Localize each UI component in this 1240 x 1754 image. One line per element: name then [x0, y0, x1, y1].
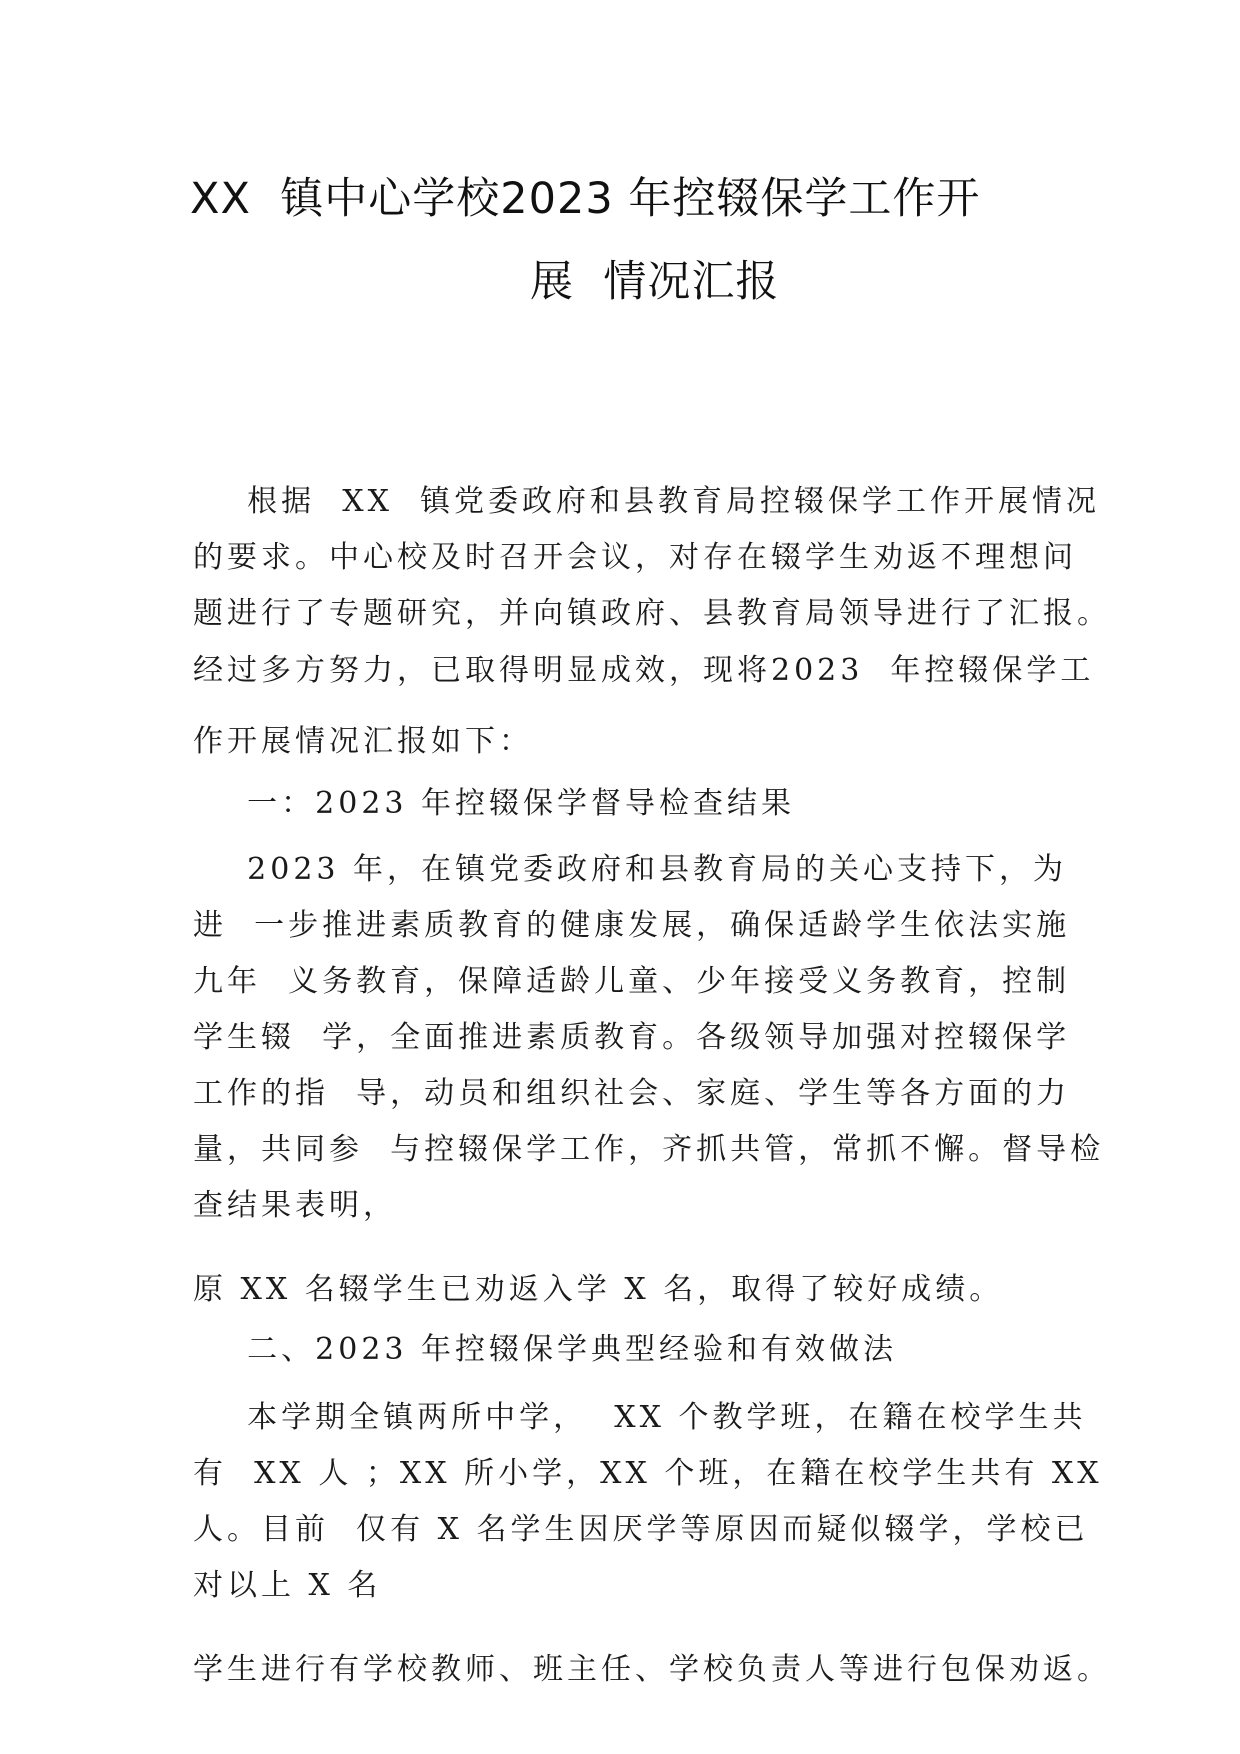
body-line-8: 进 一步推进素质教育的健康发展，确保适龄学生依法实施 [193, 908, 1071, 943]
body-line-14: 原 XX 名辍学生已劝返入学 X 名，取得了较好成绩。 [193, 1272, 1004, 1307]
body-line-18: 人。目前 仅有 X 名学生因厌学等原因而疑似辍学，学校已 [193, 1512, 1089, 1547]
title-line-2: 展 情况汇报 [530, 257, 780, 307]
body-line-4: 经过多方努力，已取得明显成效，现将2023 年控辍保学工 [193, 653, 1095, 688]
body-line-7: 2023 年，在镇党委政府和县教育局的关心支持下，为 [193, 852, 1068, 887]
body-line-9: 九年 义务教育，保障适龄儿童、少年接受义务教育，控制 [193, 964, 1071, 999]
body-line-11: 工作的指 导，动员和组织社会、家庭、学生等各方面的力 [193, 1076, 1071, 1111]
body-line-3: 题进行了专题研究，并向镇政府、县教育局领导进行了汇报。 [193, 596, 1111, 631]
body-line-20: 学生进行有学校教师、班主任、学校负责人等进行包保劝返。 [193, 1652, 1111, 1687]
title-line-1: XX 镇中心学校2023 年控辍保学工作开 [190, 174, 981, 224]
heading-two: 二、2023 年控辍保学典型经验和有效做法 [193, 1332, 898, 1367]
body-line-19: 对以上 X 名 [193, 1568, 382, 1603]
body-line-5: 作开展情况汇报如下： [193, 724, 533, 759]
heading-one: 一：2023 年控辍保学督导检查结果 [193, 786, 796, 821]
body-line-12: 量，共同参 与控辍保学工作，齐抓共管，常抓不懈。督导检 [193, 1132, 1105, 1167]
body-line-1: 根据 XX 镇党委政府和县教育局控辍保学工作开展情况 [193, 484, 1101, 519]
body-line-16: 本学期全镇两所中学， XX 个教学班，在籍在校学生共 [193, 1400, 1087, 1435]
body-line-13: 查结果表明， [193, 1188, 397, 1223]
body-line-2: 的要求。中心校及时召开会议，对存在辍学生劝返不理想问 [193, 540, 1077, 575]
body-line-10: 学生辍 学，全面推进素质教育。各级领导加强对控辍保学 [193, 1020, 1071, 1055]
body-line-17: 有 XX 人 ；XX 所小学，XX 个班，在籍在校学生共有 XX [193, 1456, 1103, 1491]
